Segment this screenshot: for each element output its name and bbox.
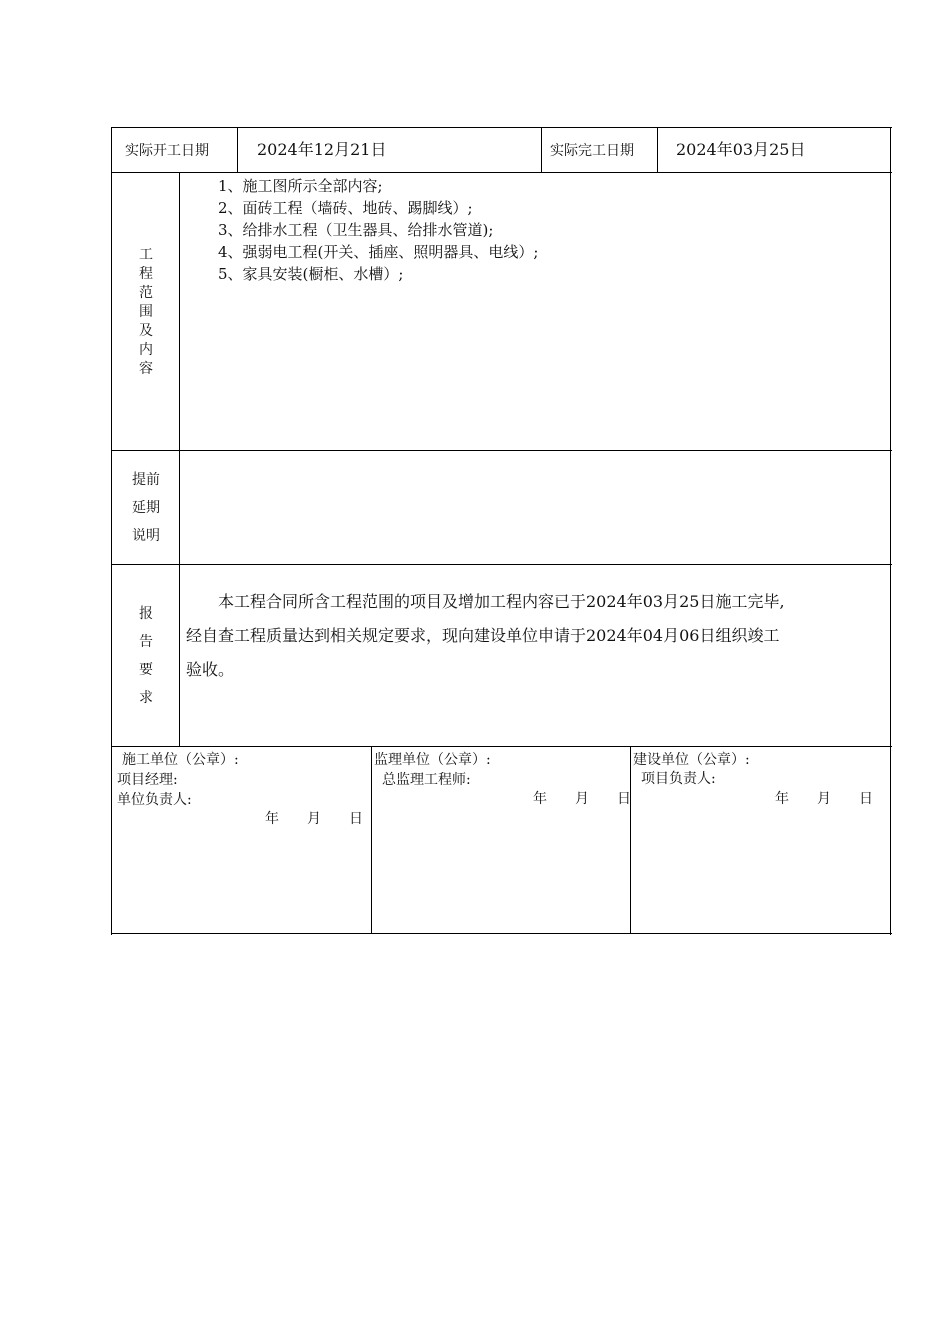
report-line: 经自查工程质量达到相关规定要求，现向建设单位申请于2024年04月06日组织竣工 bbox=[186, 626, 780, 645]
construction-day: 日 bbox=[349, 811, 363, 827]
report-label-char: 求 bbox=[139, 690, 153, 706]
report-label-char: 报 bbox=[139, 606, 153, 622]
divider-r1-c bbox=[657, 127, 658, 173]
end-date-value: 2024年03月25日 bbox=[676, 140, 806, 159]
owner-unit-label: 建设单位（公章）: bbox=[633, 752, 750, 768]
owner-head-label: 项目负责人: bbox=[641, 771, 716, 787]
supervision-unit-label: 监理单位（公章）: bbox=[374, 752, 491, 768]
start-date-label: 实际开工日期 bbox=[125, 143, 209, 159]
border-left bbox=[111, 127, 112, 935]
construction-month: 月 bbox=[307, 811, 321, 827]
supervision-year: 年 bbox=[533, 791, 547, 807]
owner-day: 日 bbox=[859, 791, 873, 807]
scope-label-char: 工 bbox=[139, 247, 153, 263]
border-top bbox=[111, 127, 892, 128]
report-label bbox=[136, 600, 156, 712]
divider-r1-a bbox=[237, 127, 238, 173]
end-date-label: 实际完工日期 bbox=[550, 143, 634, 159]
supervision-month: 月 bbox=[575, 791, 589, 807]
scope-label bbox=[136, 246, 156, 379]
project-manager-label: 项目经理: bbox=[117, 772, 178, 788]
scope-label-char: 范 bbox=[139, 285, 153, 301]
start-date-value: 2024年12月21日 bbox=[257, 140, 387, 159]
divider-label-col bbox=[179, 172, 180, 747]
scope-label-char: 围 bbox=[139, 304, 153, 320]
report-label-char: 要 bbox=[139, 662, 153, 678]
construction-year: 年 bbox=[265, 811, 279, 827]
border-row2-bottom bbox=[111, 450, 892, 451]
construction-unit-label: 施工单位（公章）: bbox=[122, 752, 239, 768]
scope-item: 5、家具安装(橱柜、水槽）; bbox=[218, 265, 404, 283]
divider-sig-a bbox=[371, 746, 372, 934]
chief-engineer-label: 总监理工程师: bbox=[382, 772, 471, 788]
owner-month: 月 bbox=[817, 791, 831, 807]
delay-label-line: 延期 bbox=[132, 500, 160, 516]
scope-item: 3、给排水工程（卫生器具、给排水管道); bbox=[218, 221, 494, 239]
delay-label-line: 说明 bbox=[132, 528, 160, 544]
delay-label-line: 提前 bbox=[132, 472, 160, 488]
scope-item: 1、施工图所示全部内容; bbox=[218, 177, 383, 195]
border-bottom bbox=[111, 933, 892, 934]
report-label-char: 告 bbox=[139, 634, 153, 650]
report-line: 本工程合同所含工程范围的项目及增加工程内容已于2024年03月25日施工完毕, bbox=[218, 592, 785, 611]
unit-head-label: 单位负责人: bbox=[117, 792, 192, 808]
scope-label-char: 容 bbox=[139, 361, 153, 377]
divider-sig-b bbox=[630, 746, 631, 934]
scope-label-char: 及 bbox=[139, 323, 153, 339]
border-right bbox=[890, 127, 891, 935]
border-row4-bottom bbox=[111, 746, 892, 747]
report-line: 验收。 bbox=[186, 660, 235, 679]
border-row1-bottom bbox=[111, 172, 892, 173]
divider-r1-b bbox=[541, 127, 542, 173]
scope-label-char: 程 bbox=[139, 266, 153, 282]
delay-label bbox=[125, 466, 167, 550]
scope-label-char: 内 bbox=[139, 342, 153, 358]
scope-item: 2、面砖工程（墙砖、地砖、踢脚线）; bbox=[218, 199, 473, 217]
scope-item: 4、强弱电工程(开关、插座、照明器具、电线）; bbox=[218, 243, 539, 261]
supervision-day: 日 bbox=[617, 791, 631, 807]
owner-year: 年 bbox=[775, 791, 789, 807]
border-row3-bottom bbox=[111, 564, 892, 565]
